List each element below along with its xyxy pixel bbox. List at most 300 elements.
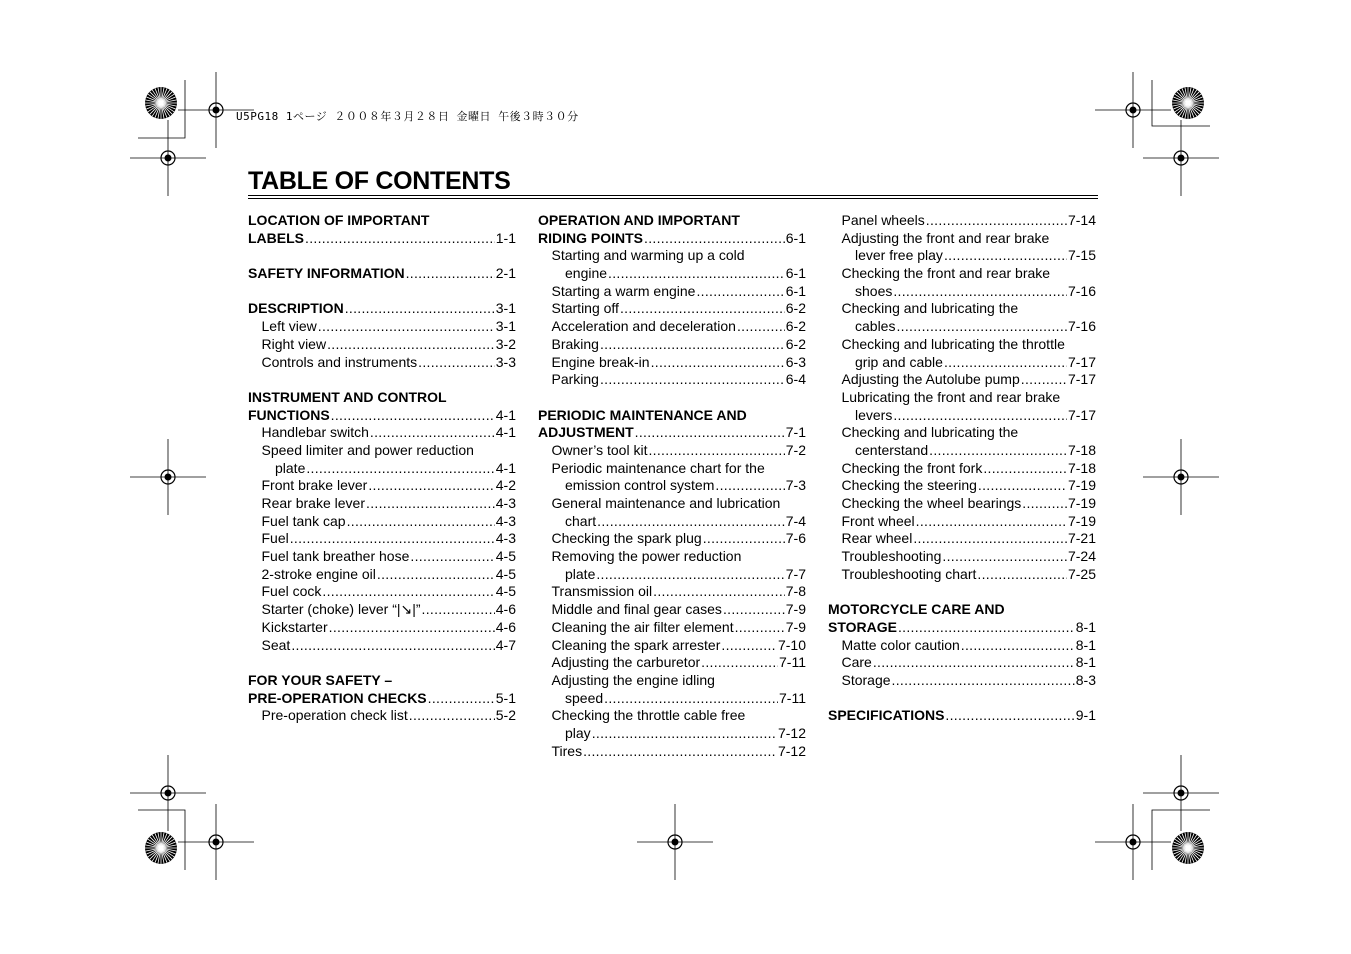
toc-entry[interactable]: [248, 530, 516, 548]
toc-entry[interactable]: [828, 407, 1096, 425]
dot-leader: [596, 566, 784, 584]
toc-page-number: 8-1: [1075, 618, 1096, 635]
toc-page-number: 7-6: [785, 530, 806, 547]
toc-entry-title: OPERATION AND IMPORTANT: [538, 212, 740, 228]
toc-entry[interactable]: [538, 336, 806, 354]
dot-leader: [370, 424, 495, 442]
toc-entry[interactable]: [828, 672, 1096, 690]
toc-entry-title: FOR YOUR SAFETY –: [248, 671, 393, 688]
toc-entry-heading: [538, 212, 806, 230]
dot-leader: [913, 530, 1067, 548]
toc-page-number: 7-16: [1067, 282, 1096, 299]
toc-entry-heading: [538, 460, 806, 478]
toc-entry-title: Storage: [841, 671, 891, 688]
toc-page-number: 4-2: [495, 477, 516, 494]
dot-leader: [409, 707, 495, 725]
dot-leader: [983, 460, 1067, 478]
dot-leader: [305, 230, 495, 248]
toc-entry[interactable]: [828, 530, 1096, 548]
toc-entry-title: RIDING POINTS: [538, 229, 644, 246]
dot-leader: [873, 654, 1075, 672]
toc-entry[interactable]: [248, 407, 516, 425]
toc-entry-title: Transmission oil: [551, 583, 653, 600]
registration-sun-top-right: [1172, 87, 1204, 119]
toc-entry-title: speed: [565, 689, 604, 706]
toc-page-number: 7-14: [1067, 212, 1096, 228]
toc-section: [538, 212, 806, 389]
toc-entry-title: Parking: [551, 371, 599, 388]
toc-entry[interactable]: [248, 690, 516, 708]
toc-page-number: 6-2: [785, 335, 806, 352]
dot-leader: [1021, 371, 1067, 389]
toc-entry-title: SAFETY INFORMATION: [248, 265, 405, 282]
toc-entry-title: Checking the throttle cable free: [551, 707, 746, 724]
dot-leader: [318, 318, 495, 336]
toc-entry-title: plate: [275, 459, 306, 476]
dot-leader: [597, 513, 785, 531]
toc-page-number: 7-3: [785, 477, 806, 494]
toc-entry-title: Checking the wheel bearings: [841, 495, 1022, 511]
toc-entry[interactable]: [538, 637, 806, 655]
toc-page-number: 7-17: [1067, 406, 1096, 423]
toc-entry-heading: [538, 407, 806, 425]
toc-entry[interactable]: [538, 477, 806, 495]
toc-page-number: 4-3: [495, 495, 516, 511]
toc-entry-title: Fuel tank cap: [261, 512, 346, 529]
toc-section: [248, 265, 516, 283]
toc-entry-title: Cleaning the air filter element: [551, 618, 734, 635]
toc-entry-title: Checking and lubricating the: [841, 424, 1019, 441]
toc-page-number: 8-3: [1075, 671, 1096, 688]
dot-leader: [653, 583, 785, 601]
toc-entry-title: Rear brake lever: [261, 495, 365, 511]
toc-entry[interactable]: [828, 283, 1096, 301]
toc-page-number: 3-3: [495, 353, 516, 370]
toc-entry-heading: [828, 300, 1096, 318]
dot-leader: [608, 265, 785, 283]
toc-entry-title: Checking the steering: [841, 477, 977, 494]
toc-entry-title: chart: [565, 512, 597, 529]
toc-entry[interactable]: [828, 495, 1096, 513]
toc-entry-title: Starting off: [551, 300, 619, 317]
toc-entry-heading: [248, 212, 516, 230]
toc-page-number: 8-1: [1075, 636, 1096, 653]
toc-entry-title: INSTRUMENT AND CONTROL: [248, 388, 447, 405]
toc-entry[interactable]: [538, 566, 806, 584]
dot-leader: [322, 583, 494, 601]
toc-page-number: 1-1: [495, 229, 516, 246]
toc-entry[interactable]: [828, 654, 1096, 672]
toc-entry[interactable]: [828, 212, 1096, 230]
toc-entry-title: Tires: [551, 742, 583, 759]
toc-entry-title: Pre-operation check list: [261, 707, 408, 724]
toc-entry-title: MOTORCYCLE CARE AND: [828, 601, 1005, 618]
toc-column-2: [538, 212, 806, 778]
toc-page-number: 7-18: [1067, 459, 1096, 476]
dot-leader: [978, 477, 1067, 495]
toc-entry-title: centerstand: [855, 441, 929, 458]
toc-entry-title: Left view: [261, 318, 317, 335]
toc-page-number: 7-7: [785, 565, 806, 582]
dot-leader: [345, 300, 495, 318]
dot-leader: [696, 283, 784, 301]
toc-entry-title: General maintenance and lubrication: [551, 495, 781, 511]
toc-page-number: 7-8: [785, 583, 806, 600]
toc-entry[interactable]: [828, 354, 1096, 372]
toc-entry-title: SPECIFICATIONS: [828, 707, 945, 724]
toc-entry-title: FUNCTIONS: [248, 406, 330, 423]
toc-page-number: 2-1: [495, 265, 516, 282]
toc-page-number: 3-2: [495, 335, 516, 352]
toc-page-number: 7-15: [1067, 247, 1096, 264]
toc-entry[interactable]: [248, 583, 516, 601]
registration-sun-top-left: [145, 87, 177, 119]
dot-leader: [422, 601, 495, 619]
dot-leader: [723, 601, 785, 619]
toc-page-number: 7-17: [1067, 353, 1096, 370]
toc-page-number: 6-2: [785, 318, 806, 335]
toc-entry[interactable]: [538, 513, 806, 531]
dot-leader: [331, 407, 495, 425]
dot-leader: [942, 548, 1067, 566]
toc-entry[interactable]: [248, 265, 516, 283]
toc-entry-title: Panel wheels: [841, 212, 925, 228]
toc-entry-heading: [828, 389, 1096, 407]
dot-leader: [929, 442, 1067, 460]
toc-page-number: 7-10: [777, 636, 806, 653]
dot-leader: [600, 336, 785, 354]
toc-entry[interactable]: [538, 265, 806, 283]
toc-page-number: 4-1: [495, 424, 516, 441]
toc-entry[interactable]: [538, 654, 806, 672]
toc-entry-title: Middle and final gear cases: [551, 601, 722, 618]
toc-section: [248, 212, 516, 247]
toc-entry[interactable]: [828, 637, 1096, 655]
dot-leader: [1022, 495, 1067, 513]
dot-leader: [648, 442, 784, 460]
print-header: U5PG18 1ページ ２００８年３月２８日 金曜日 午後３時３０分: [236, 110, 579, 123]
toc-entry[interactable]: [248, 230, 516, 248]
toc-entry-heading: [538, 548, 806, 566]
dot-leader: [329, 619, 495, 637]
toc-entry-title: Engine break-in: [551, 353, 650, 370]
registration-sun-bottom-left: [145, 832, 177, 864]
toc-page-number: 4-7: [495, 636, 516, 653]
dot-leader: [961, 637, 1075, 655]
toc-entry[interactable]: [538, 725, 806, 743]
dot-leader: [916, 513, 1067, 531]
toc-entry-heading: [828, 336, 1096, 354]
toc-page-number: 7-11: [779, 654, 806, 671]
toc-page-number: 4-1: [495, 406, 516, 423]
toc-entry[interactable]: [538, 743, 806, 761]
toc-entry-title: Care: [841, 654, 872, 671]
toc-page-number: 4-5: [495, 583, 516, 600]
toc-page-number: 4-3: [495, 530, 516, 547]
toc-entry[interactable]: [248, 300, 516, 318]
toc-entry-title: DESCRIPTION: [248, 300, 344, 317]
dot-leader: [715, 477, 784, 495]
toc-entry-title: PRE-OPERATION CHECKS: [248, 689, 427, 706]
toc-entry-title: Adjusting the engine idling: [551, 671, 715, 688]
toc-entry-title: Handlebar switch: [261, 424, 369, 441]
dot-leader: [944, 354, 1067, 372]
toc-page-number: 7-18: [1067, 441, 1096, 458]
toc-entry-title: Front brake lever: [261, 477, 368, 494]
title-rule: [248, 195, 1098, 196]
toc-entry[interactable]: [538, 530, 806, 548]
toc-section: [828, 212, 1096, 583]
toc-entry-title: Checking the spark plug: [551, 530, 702, 547]
page-title: TABLE OF CONTENTS: [248, 167, 511, 195]
toc-page-number: 7-12: [777, 724, 806, 741]
toc-entry[interactable]: [828, 371, 1096, 389]
toc-entry-title: Troubleshooting chart: [841, 565, 977, 582]
toc-page-number: 7-16: [1067, 318, 1096, 335]
toc-entry[interactable]: [538, 690, 806, 708]
toc-entry[interactable]: [828, 566, 1096, 584]
toc-page-number: 7-9: [785, 601, 806, 618]
toc-page-number: 6-2: [785, 300, 806, 317]
toc-entry-title: Starting a warm engine: [551, 282, 696, 299]
toc-page-number: 5-2: [495, 707, 516, 724]
toc-page-number: 6-3: [785, 353, 806, 370]
dot-leader: [604, 690, 778, 708]
toc-entry-title: Checking and lubricating the throttle: [841, 335, 1065, 352]
toc-page-number: 6-1: [785, 229, 806, 246]
toc-entry[interactable]: [538, 601, 806, 619]
toc-entry[interactable]: [828, 247, 1096, 265]
toc-entry-heading: [828, 265, 1096, 283]
toc-entry-title: play: [565, 724, 591, 741]
toc-page-number: 7-17: [1067, 371, 1096, 388]
toc-entry-title: Adjusting the front and rear brake: [841, 229, 1050, 246]
dot-leader: [327, 336, 495, 354]
toc-entry-heading: [538, 495, 806, 513]
toc-entry-title: engine: [565, 265, 608, 282]
toc-entry-heading: [538, 707, 806, 725]
toc-entry[interactable]: [828, 619, 1096, 637]
toc-entry-title: shoes: [855, 282, 893, 299]
toc-page-number: 4-5: [495, 548, 516, 565]
toc-entry[interactable]: [828, 477, 1096, 495]
toc-entry-heading: [828, 424, 1096, 442]
toc-entry-title: Rear wheel: [841, 530, 913, 547]
toc-entry[interactable]: [538, 424, 806, 442]
toc-column-3: [828, 212, 1096, 743]
toc-entry-heading: [248, 672, 516, 690]
dot-leader: [893, 283, 1067, 301]
toc-entry-title: PERIODIC MAINTENANCE AND: [538, 406, 747, 423]
toc-entry[interactable]: [248, 424, 516, 442]
toc-entry[interactable]: [248, 477, 516, 495]
toc-entry-title: STORAGE: [828, 618, 897, 635]
toc-entry[interactable]: [538, 283, 806, 301]
toc-page-number: 8-1: [1075, 654, 1096, 671]
toc-entry-title: Lubricating the front and rear brake: [841, 388, 1061, 405]
toc-page-number: 4-1: [495, 459, 516, 476]
toc-entry-title: grip and cable: [855, 353, 943, 370]
toc-page-number: 4-6: [495, 601, 516, 618]
toc-entry-title: Adjusting the Autolube pump: [841, 371, 1020, 388]
toc-entry[interactable]: [248, 619, 516, 637]
toc-page-number: 7-9: [785, 618, 806, 635]
toc-page-number: 7-4: [785, 512, 806, 529]
toc-entry-title: Checking the front and rear brake: [841, 265, 1051, 282]
dot-leader: [418, 354, 495, 372]
toc-entry[interactable]: [538, 318, 806, 336]
title-rule-thin: [248, 198, 1098, 199]
toc-entry[interactable]: [248, 601, 516, 619]
toc-section: [248, 389, 516, 654]
dot-leader: [926, 212, 1067, 230]
toc-entry-heading: [538, 672, 806, 690]
toc-entry-title: cables: [855, 318, 896, 335]
toc-entry-title: lever free play: [855, 247, 943, 264]
dot-leader: [893, 407, 1067, 425]
toc-page-number: 7-11: [779, 689, 806, 706]
dot-leader: [592, 725, 777, 743]
toc-entry[interactable]: [828, 318, 1096, 336]
toc-page-number: 7-19: [1067, 512, 1096, 529]
dot-leader: [406, 265, 495, 283]
toc-entry-title: Cleaning the spark arrester: [551, 636, 721, 653]
toc-entry-title: plate: [565, 565, 596, 582]
toc-entry[interactable]: [248, 354, 516, 372]
toc-entry-heading: [828, 601, 1096, 619]
toc-entry-title: emission control system: [565, 477, 715, 494]
toc-page-number: 6-4: [785, 371, 806, 388]
toc-page-number: 4-3: [495, 512, 516, 529]
toc-entry-title: Starting and warming up a cold: [551, 247, 745, 264]
toc-entry-title: Braking: [551, 335, 599, 352]
toc-page-number: 3-1: [495, 300, 516, 317]
toc-entry-title: ADJUSTMENT: [538, 424, 634, 441]
dot-leader: [896, 318, 1067, 336]
toc-page-number: 7-21: [1067, 530, 1096, 547]
dot-leader: [290, 530, 495, 548]
toc-entry[interactable]: [538, 300, 806, 318]
dot-leader: [377, 566, 495, 584]
toc-entry[interactable]: [248, 548, 516, 566]
toc-entry-title: Removing the power reduction: [551, 548, 742, 565]
toc-entry-heading: [248, 389, 516, 407]
dot-leader: [291, 637, 494, 655]
toc-entry-title: Fuel: [261, 530, 289, 547]
toc-section: [828, 601, 1096, 689]
toc-page-number: 4-5: [495, 565, 516, 582]
toc-entry[interactable]: [828, 442, 1096, 460]
toc-page-number: 6-1: [785, 282, 806, 299]
dot-leader: [892, 672, 1075, 690]
toc-page-number: 6-1: [785, 265, 806, 282]
registration-sun-bottom-right: [1172, 832, 1204, 864]
toc-entry[interactable]: [538, 442, 806, 460]
toc-entry-title: LABELS: [248, 229, 304, 246]
toc-page-number: 9-1: [1075, 707, 1096, 724]
dot-leader: [428, 690, 495, 708]
dot-leader: [366, 495, 495, 513]
toc-entry[interactable]: [538, 230, 806, 248]
toc-entry-title: Kickstarter: [261, 618, 328, 635]
toc-entry[interactable]: [248, 495, 516, 513]
toc-page-number: 7-2: [785, 441, 806, 458]
toc-entry-title: Owner’s tool kit: [551, 441, 648, 458]
toc-entry[interactable]: [248, 707, 516, 725]
toc-entry-title: Acceleration and deceleration: [551, 318, 736, 335]
toc-entry-title: Seat: [261, 636, 291, 653]
toc-entry[interactable]: [828, 548, 1096, 566]
toc-entry[interactable]: [248, 318, 516, 336]
toc-page-number: 7-24: [1067, 548, 1096, 565]
toc-entry[interactable]: [828, 513, 1096, 531]
toc-section: [828, 707, 1096, 725]
dot-leader: [620, 300, 785, 318]
toc-page-number: 7-19: [1067, 477, 1096, 494]
dot-leader: [644, 230, 785, 248]
toc-entry[interactable]: [248, 513, 516, 531]
toc-section: [538, 407, 806, 761]
toc-entry-title: levers: [855, 406, 893, 423]
toc-entry[interactable]: [538, 583, 806, 601]
dot-leader: [635, 424, 785, 442]
toc-column-1: [248, 212, 516, 743]
toc-entry-heading: [828, 230, 1096, 248]
toc-section: [248, 300, 516, 371]
dot-leader: [651, 354, 785, 372]
toc-entry-title: LOCATION OF IMPORTANT: [248, 212, 430, 228]
toc-entry-title: 2-stroke engine oil: [261, 565, 376, 582]
dot-leader: [703, 530, 785, 548]
dot-leader: [701, 654, 778, 672]
toc-page-number: 7-12: [777, 742, 806, 759]
dot-leader: [583, 743, 777, 761]
dot-leader: [944, 247, 1067, 265]
toc-entry[interactable]: [248, 460, 516, 478]
toc-entry[interactable]: [828, 707, 1096, 725]
dot-leader: [368, 477, 494, 495]
dot-leader: [945, 707, 1074, 725]
toc-entry-title: Checking the front fork: [841, 459, 983, 476]
toc-entry[interactable]: [828, 460, 1096, 478]
toc-entry-title: Fuel cock: [261, 583, 322, 600]
toc-entry-heading: [538, 247, 806, 265]
toc-entry[interactable]: [248, 566, 516, 584]
dot-leader: [306, 460, 494, 478]
toc-entry-title: Front wheel: [841, 512, 915, 529]
toc-entry[interactable]: [538, 371, 806, 389]
toc-entry[interactable]: [248, 637, 516, 655]
dot-leader: [721, 637, 777, 655]
toc-entry-title: Speed limiter and power reduction: [261, 441, 474, 458]
toc-page-number: 7-19: [1067, 495, 1096, 511]
toc-entry-title: Right view: [261, 335, 327, 352]
toc-entry-title: Adjusting the carburetor: [551, 654, 701, 671]
dot-leader: [735, 619, 785, 637]
toc-entry[interactable]: [538, 619, 806, 637]
toc-entry-title: Starter (choke) lever “|↘|”: [261, 601, 421, 618]
toc-entry[interactable]: [248, 336, 516, 354]
toc-entry-heading: [248, 442, 516, 460]
dot-leader: [737, 318, 785, 336]
toc-entry-title: Matte color caution: [841, 636, 960, 653]
toc-entry[interactable]: [538, 354, 806, 372]
dot-leader: [347, 513, 495, 531]
toc-page-number: 5-1: [495, 689, 516, 706]
toc-section: [248, 672, 516, 725]
toc-entry-title: Troubleshooting: [841, 548, 942, 565]
dot-leader: [600, 371, 785, 389]
